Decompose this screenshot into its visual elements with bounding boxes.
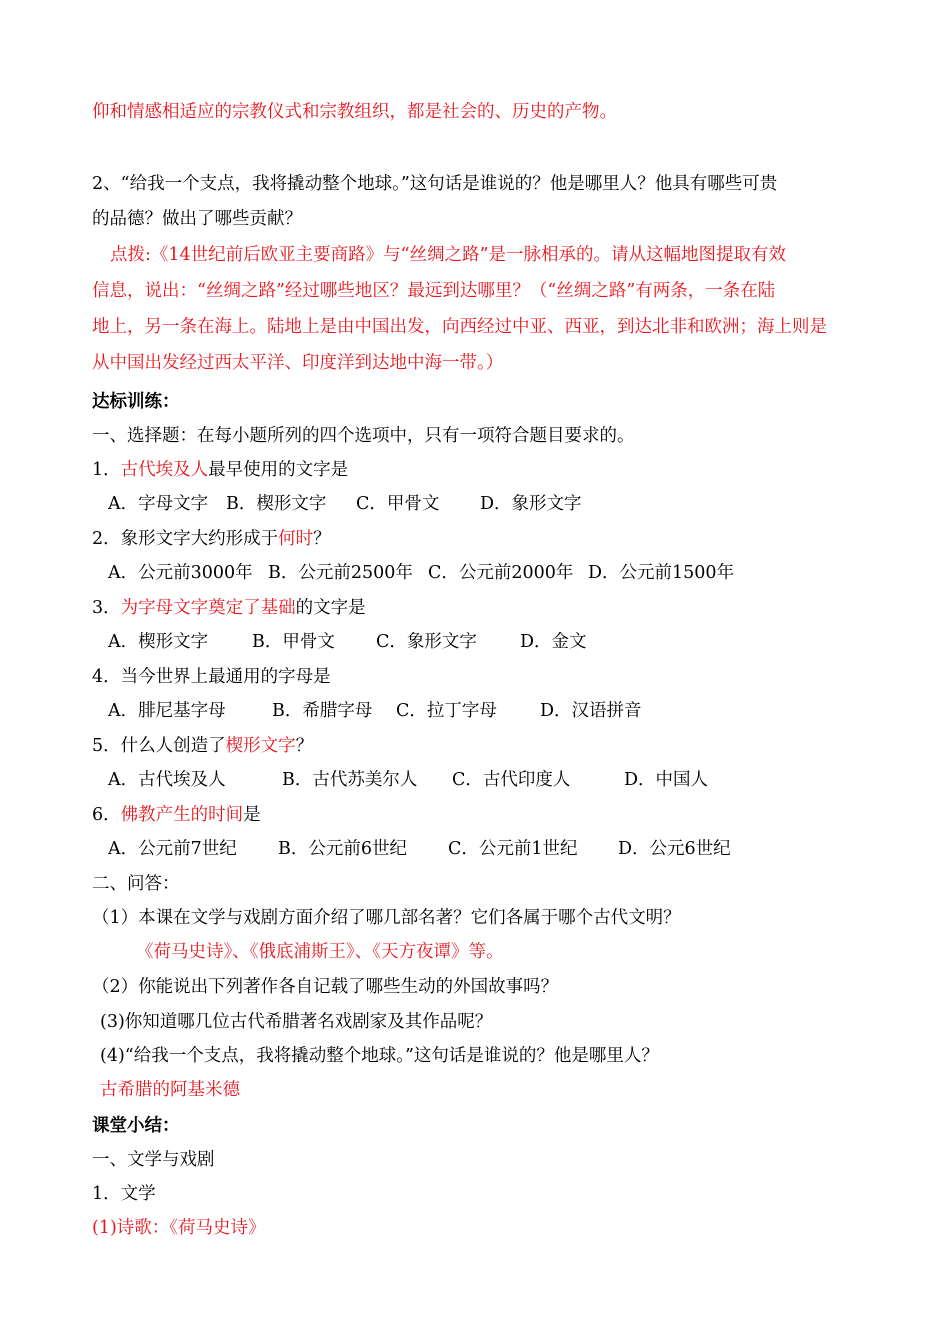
option-a: A．腓尼基字母 bbox=[108, 701, 226, 721]
qa-question-1: （1）本课在文学与戏剧方面介绍了哪几部名著？它们各属于哪个古代文明？ bbox=[92, 908, 681, 928]
question-rest: 最早使用的文字是 bbox=[208, 460, 349, 480]
training-heading: 达标训练： bbox=[92, 392, 180, 412]
question-highlight: 何时 bbox=[278, 529, 314, 549]
question-options bbox=[108, 837, 731, 861]
option-b: B．楔形文字 bbox=[226, 494, 327, 514]
question-options bbox=[108, 492, 582, 516]
question-highlight: 为字母文字奠定了基础 bbox=[120, 598, 296, 618]
option-a: A．公元前3000年 bbox=[108, 563, 253, 583]
qa-question-4: (4)“给我一个支点，我将撬动整个地球。”这句话是谁说的？他是哪里人？ bbox=[100, 1046, 659, 1066]
section-qa-heading: 二、问答： bbox=[92, 874, 180, 894]
question-rest: ？ bbox=[313, 529, 331, 549]
option-a: A．字母文字 bbox=[108, 494, 209, 514]
option-c: C．拉丁字母 bbox=[396, 701, 497, 721]
hint-line-1: 点拨:《14世纪前后欧亚主要商路》与“丝绸之路”是一脉相承的。请从这幅地图提取有效 bbox=[110, 245, 787, 265]
option-c: C．象形文字 bbox=[376, 632, 477, 652]
option-b: B．公元前6世纪 bbox=[278, 839, 407, 859]
option-c: C．公元前1世纪 bbox=[448, 839, 578, 859]
option-d: D．公元前1500年 bbox=[588, 563, 735, 583]
section-choice-heading: 一、选择题：在每小题所列的四个选项中，只有一项符合题目要求的。 bbox=[92, 426, 635, 446]
question-highlight: 佛教产生的时间 bbox=[120, 805, 244, 825]
question-options bbox=[108, 561, 734, 585]
option-c: C．甲骨文 bbox=[356, 494, 440, 514]
option-d: D．金文 bbox=[520, 632, 587, 652]
qa-answer-4: 古希腊的阿基米德 bbox=[100, 1080, 240, 1100]
question-number: 6． bbox=[92, 805, 121, 825]
question-number: 1． bbox=[92, 460, 121, 480]
question-stem bbox=[92, 596, 366, 620]
option-d: D．汉语拼音 bbox=[540, 701, 642, 721]
summary-item: 1．文学 bbox=[92, 1184, 156, 1204]
question-options bbox=[108, 630, 587, 654]
option-b: B．古代苏美尔人 bbox=[282, 770, 418, 790]
qa-question-2: （2）你能说出下列著作各自记载了哪些生动的外国故事吗？ bbox=[92, 977, 559, 997]
question-highlight: 楔形文字 bbox=[225, 736, 296, 756]
question-number: 3． bbox=[92, 598, 121, 618]
option-d: D．象形文字 bbox=[480, 494, 582, 514]
question-2-line-1: 2、“给我一个支点，我将撬动整个地球。”这句话是谁说的？他是哪里人？他具有哪些可贵 bbox=[92, 174, 778, 194]
question-2-line-2: 的品德？做出了哪些贡献？ bbox=[92, 209, 302, 229]
question-stem bbox=[92, 803, 261, 827]
question-number: 2．象形文字大约形成于 bbox=[92, 529, 279, 549]
question-rest: 的文字是 bbox=[295, 598, 366, 618]
option-b: B．希腊字母 bbox=[272, 701, 373, 721]
hint-line-4: 从中国出发经过西太平洋、印度洋到达地中海一带。） bbox=[92, 353, 504, 373]
option-d: D．中国人 bbox=[624, 770, 709, 790]
option-c: C．公元前2000年 bbox=[428, 563, 574, 583]
question-stem bbox=[92, 665, 331, 689]
option-a: A．楔形文字 bbox=[108, 632, 209, 652]
question-rest: ？ bbox=[295, 736, 314, 756]
option-b: B．公元前2500年 bbox=[268, 563, 413, 583]
question-options bbox=[108, 768, 708, 792]
option-a: A．公元前7世纪 bbox=[108, 839, 237, 859]
question-highlight: 古代埃及人 bbox=[120, 460, 209, 480]
question-stem bbox=[92, 527, 331, 551]
question-number: 4．当今世界上最通用的字母是 bbox=[92, 667, 331, 687]
question-number: 5．什么人创造了 bbox=[92, 736, 226, 756]
summary-item: (1)诗歌：《荷马史诗》 bbox=[92, 1218, 266, 1238]
option-b: B．甲骨文 bbox=[252, 632, 335, 652]
option-c: C．古代印度人 bbox=[452, 770, 571, 790]
question-rest: 是 bbox=[243, 805, 261, 825]
qa-answer-1: 《荷马史诗》、《俄底浦斯王》、《天方夜谭》等。 bbox=[136, 942, 504, 962]
question-options bbox=[108, 699, 642, 723]
option-d: D．公元6世纪 bbox=[618, 839, 731, 859]
question-stem bbox=[92, 458, 348, 482]
hint-line-2: 信息，说出：“丝绸之路”经过哪些地区？最远到达哪里？（“丝绸之路”有两条，一条在陆 bbox=[92, 281, 776, 301]
option-a: A．古代埃及人 bbox=[108, 770, 226, 790]
question-stem bbox=[92, 734, 313, 758]
summary-item: 一、文学与戏剧 bbox=[92, 1150, 215, 1170]
qa-question-3: (3)你知道哪几位古代希腊著名戏剧家及其作品呢？ bbox=[100, 1012, 493, 1032]
summary-heading: 课堂小结： bbox=[92, 1116, 180, 1136]
intro-line: 仰和情感相适应的宗教仪式和宗教组织，都是社会的、历史的产物。 bbox=[92, 102, 617, 122]
hint-line-3: 地上，另一条在海上。陆地上是由中国出发，向西经过中亚、西亚，到达北非和欧洲；海上则是 bbox=[92, 317, 827, 337]
